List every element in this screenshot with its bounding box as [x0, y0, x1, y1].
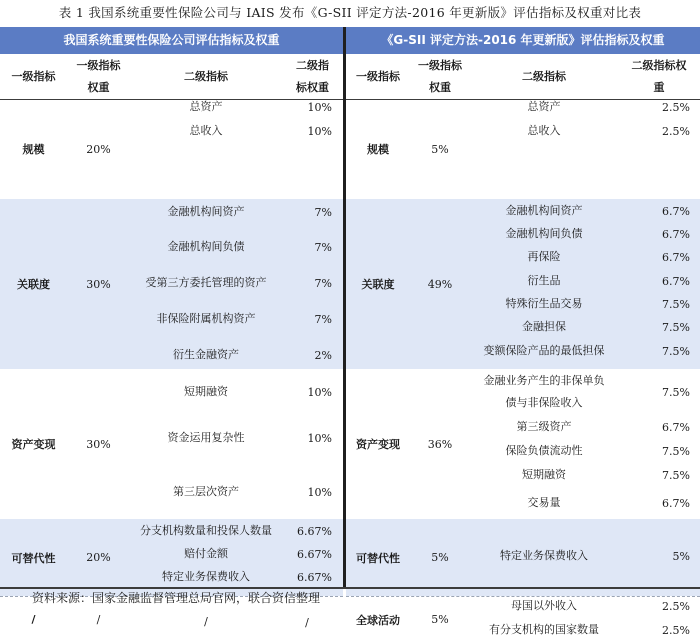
level2-weight: 10% — [307, 100, 332, 114]
level1-weight: 30% — [86, 437, 111, 451]
level1-weight: 20% — [86, 551, 111, 564]
level1-indicator: 资产变现 — [356, 438, 400, 451]
level2-indicator-name: 变额保险产品的最低担保 — [483, 344, 605, 357]
level2-indicator — [470, 200, 618, 222]
level1-indicator: 关联度 — [361, 278, 395, 291]
level1-weight: / — [96, 613, 101, 626]
indicator-group — [346, 199, 700, 369]
level2-weight: 6.7% — [662, 420, 690, 434]
level2-indicator-name: 总资产 — [527, 100, 561, 113]
level2-indicator — [130, 543, 282, 565]
level2-indicator — [470, 464, 618, 486]
level2-indicator — [470, 120, 618, 142]
level2-indicator-name: 衍生金融资产 — [173, 348, 239, 361]
level1-weight: 5% — [431, 613, 449, 626]
left-table-title: 我国系统重要性保险公司评估指标及权重 — [0, 27, 343, 54]
level2-weight: 6.67% — [297, 547, 332, 561]
indicator-group — [346, 99, 700, 199]
right-table — [346, 54, 700, 637]
level1-indicator: 关联度 — [17, 278, 50, 291]
level2-indicator — [130, 344, 282, 366]
level2-weight: 7% — [314, 205, 332, 219]
right-table-title: 《G-SII 评定方法-2016 年更新版》评估指标及权重 — [346, 27, 700, 54]
level1-weight: 20% — [86, 142, 111, 156]
level1-indicator: 可替代性 — [356, 551, 400, 565]
level2-indicator-name: 赔付金额 — [184, 547, 228, 560]
level2-indicator — [470, 619, 618, 641]
header-level2-weight: 二级指 标权重 — [296, 58, 329, 94]
level2-indicator — [470, 545, 618, 567]
header-level1-weight: 一级指标 权重 — [76, 58, 121, 94]
header-level2-weight: 二级指标权 重 — [631, 58, 687, 94]
level2-indicator — [470, 316, 618, 338]
level2-weight: 2.5% — [662, 623, 690, 637]
level2-indicator-name: 总收入 — [189, 124, 223, 137]
level2-weight: 10% — [307, 385, 332, 399]
level1-indicator: 可替代性 — [11, 551, 56, 565]
level2-indicator — [470, 96, 618, 118]
level1-weight: 5% — [431, 551, 449, 564]
level2-weight: 2% — [314, 348, 332, 362]
level2-weight: 7.5% — [662, 385, 690, 399]
level2-indicator-name: 衍生品 — [527, 274, 561, 287]
level2-indicator-name: 资金运用复杂性 — [167, 431, 245, 444]
level2-weight: 6.7% — [662, 250, 690, 264]
level2-indicator — [130, 520, 282, 542]
level2-weight: 10% — [307, 485, 332, 499]
level2-weight: 10% — [307, 124, 332, 138]
indicator-group — [346, 596, 700, 642]
level2-weight: 7% — [314, 312, 332, 326]
level2-indicator — [470, 595, 618, 617]
level2-indicator-name: / — [204, 615, 208, 628]
level2-weight: 5% — [672, 549, 690, 563]
level2-indicator — [130, 120, 282, 142]
level1-weight: 5% — [431, 142, 449, 156]
level2-indicator — [130, 236, 282, 258]
level2-weight: 7.5% — [662, 468, 690, 482]
level1-weight: 36% — [427, 437, 453, 451]
level2-indicator-name: 总收入 — [527, 124, 561, 137]
indicator-group — [0, 519, 343, 596]
indicator-group — [0, 199, 343, 369]
level2-indicator — [130, 611, 282, 633]
level2-indicator-name: 总资产 — [189, 100, 223, 113]
level2-indicator-name: 短期融资 — [522, 468, 566, 481]
level2-indicator-name: 金融机构间负债 — [505, 227, 583, 240]
level2-weight: 6.67% — [297, 524, 332, 538]
level2-indicator — [130, 566, 282, 588]
level2-indicator — [470, 440, 618, 462]
header-level2: 二级指标 — [184, 69, 228, 83]
level2-indicator — [470, 223, 618, 245]
level1-indicator: 资产变现 — [11, 438, 56, 451]
level2-weight: 2.5% — [662, 599, 690, 613]
level2-indicator — [130, 381, 282, 403]
level2-indicator — [130, 201, 282, 223]
header-level1-weight: 一级指标 权重 — [418, 58, 462, 94]
level2-indicator-name: 特定业务保费收入 — [162, 570, 250, 583]
level2-indicator-name: 保险负债流动性 — [505, 444, 583, 457]
level2-indicator-name: 金融机构间资产 — [505, 204, 583, 217]
table-caption: 表 1 我国系统重要性保险公司与 IAIS 发布《G-SII 评定方法-2016 年更新版》评估指标及权重对比表 — [58, 5, 642, 20]
level2-indicator — [130, 272, 282, 294]
level2-indicator — [470, 340, 618, 362]
level2-weight: 7.5% — [662, 444, 690, 458]
level2-weight: 7.5% — [662, 297, 690, 311]
level2-weight: 2.5% — [662, 124, 690, 138]
level2-weight: 7.5% — [662, 320, 690, 334]
level2-weight: 7% — [314, 240, 332, 254]
level2-weight: 6.7% — [662, 227, 690, 241]
level1-indicator: 规模 — [367, 143, 389, 156]
level1-weight: 49% — [427, 277, 453, 291]
level2-weight: 6.7% — [662, 496, 690, 510]
level1-weight: 30% — [86, 277, 111, 291]
level2-weight: 6.7% — [662, 204, 690, 218]
level2-weight: 6.7% — [662, 274, 690, 288]
level2-weight: 7.5% — [662, 344, 690, 358]
level2-indicator-name: 再保险 — [527, 250, 561, 263]
level2-weight: / — [305, 615, 309, 629]
header-level1: 一级指标 — [356, 69, 400, 83]
level1-indicator: 规模 — [22, 143, 45, 156]
level2-indicator-name: 第三层次资产 — [173, 485, 239, 498]
level2-indicator-name: 短期融资 — [184, 385, 228, 398]
level2-indicator-name: 分支机构数量和投保人数量 — [140, 524, 272, 537]
level2-indicator — [470, 370, 618, 414]
level2-indicator — [130, 308, 282, 330]
level2-indicator — [130, 481, 282, 503]
level2-indicator-name: 金融担保 — [522, 320, 566, 333]
indicator-group — [346, 519, 700, 596]
level2-indicator-name: 第三级资产 — [516, 420, 572, 433]
level2-indicator-name: 金融业务产生的非保单负 — [483, 374, 605, 387]
indicator-group — [0, 369, 343, 519]
level2-indicator — [470, 416, 618, 438]
level1-indicator: / — [31, 613, 36, 626]
level2-indicator-name: 母国以外收入 — [511, 599, 577, 612]
right-header-row — [346, 54, 700, 100]
level2-indicator — [470, 270, 618, 292]
level2-indicator-name: 受第三方委托管理的资产 — [145, 276, 267, 289]
level2-weight: 6.67% — [297, 570, 332, 584]
level2-indicator — [130, 427, 282, 449]
level2-indicator-name: 有分支机构的国家数量 — [489, 623, 599, 636]
level2-indicator-name: 特殊衍生品交易 — [505, 297, 583, 310]
level2-weight: 7% — [314, 276, 332, 290]
level2-indicator — [470, 492, 618, 514]
level2-indicator-name-cont: 债与非保险收入 — [505, 396, 583, 409]
level2-indicator-name: 金融机构间负债 — [167, 240, 245, 253]
level2-weight: 10% — [307, 431, 332, 445]
level2-indicator — [470, 293, 618, 315]
level2-weight: 2.5% — [662, 100, 690, 114]
level2-indicator — [470, 246, 618, 268]
level1-indicator: 全球活动 — [356, 613, 400, 627]
left-header-row — [0, 54, 343, 100]
source-note: 资料来源：国家金融监督管理总局官网，联合资信整理 — [32, 591, 321, 605]
level2-indicator — [130, 96, 282, 118]
header-level2: 二级指标 — [522, 69, 566, 83]
level2-indicator-name: 金融机构间资产 — [167, 205, 245, 218]
indicator-group — [0, 99, 343, 199]
level2-indicator-name: 非保险附属机构资产 — [156, 312, 256, 325]
level2-indicator-name: 交易量 — [527, 496, 561, 509]
level2-indicator-name: 特定业务保费收入 — [500, 549, 588, 562]
header-level1: 一级指标 — [11, 69, 56, 83]
indicator-group — [346, 369, 700, 519]
